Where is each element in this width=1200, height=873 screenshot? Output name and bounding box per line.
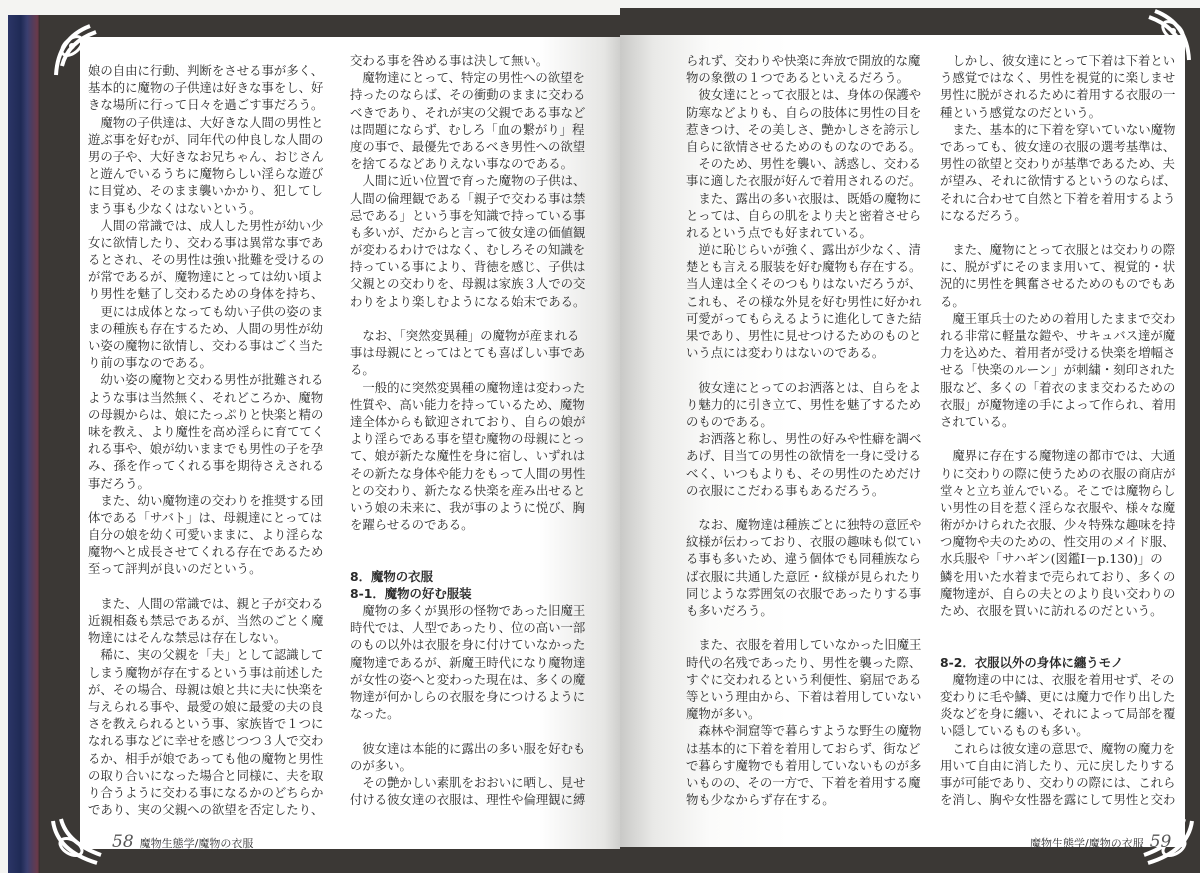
text-line: 女に欲情したり、交わる事は異常な事であ (88, 234, 324, 250)
text-line: るか、相手が娘であっても他の魔物と男性 (88, 750, 324, 766)
text-line: 当人達は全くそのつもりはないだろうが、 (686, 276, 922, 292)
text-line: て、娘が新たな魔性を身に宿し、いずれは (350, 448, 586, 464)
text-line: であり、実の父親への欲望を否定したり、 (88, 802, 324, 818)
text-line: 遊ぶ事を好むが、同年代の仲良しな人間の (88, 131, 324, 147)
text-line: る。 (940, 293, 965, 309)
text-line: また、基本的に下着を穿いていない魔物 (940, 121, 1176, 137)
text-line: ため、衣服を買いに訪れるのだという。 (940, 603, 1163, 618)
text-line (940, 224, 1190, 241)
text-line: べきであり、それが実の父親である事など (350, 104, 586, 120)
text-line: になるだろう。 (940, 207, 1027, 223)
text-line: み、孫を作ってくれる事を期待さえされる (88, 458, 325, 474)
text-line: 男性の欲望と交わりが基準であるため、夫 (940, 156, 1175, 172)
text-line: また、魔物にとって衣服とは交わりの際 (940, 242, 1176, 258)
text-line: より淫らである事を望む魔物の母親にとっ (350, 431, 586, 447)
text-line: 父親との交わりを、母親は家族３人での交 (350, 276, 586, 292)
text-line: 人間の倫理観である「親子で交わる事は禁 (350, 190, 586, 206)
text-line: これも、その様な外見を好む男性に好かれ (686, 293, 922, 309)
text-line: れる事や、娘が幼いままでも男性の子を孕 (88, 441, 324, 457)
text-line (350, 533, 600, 550)
text-line: 衣服」が魔物達の手によって作られ、着用 (940, 396, 1177, 412)
text-line: で暮らす魔物でも着用していないものが多 (686, 757, 922, 773)
text-line: りに交わりの際に使うための衣服の商店が (940, 465, 1176, 481)
text-line: 用いて自由に消したり、元に戻したりする (940, 757, 1176, 773)
text-line: せる「快楽のルーン」が刺繍・刻印された (940, 362, 1176, 378)
text-line: 物も少なからず存在する。 (686, 792, 835, 808)
text-line: を躍らせるのである。 (350, 517, 474, 533)
text-line: も多いだろう。 (686, 603, 773, 618)
text-line: のものである。 (686, 413, 773, 429)
text-line: 自分の娘を幼く可愛いままに、より淫らな (88, 527, 324, 543)
text-column (88, 62, 338, 818)
text-line: 自らに欲情させるためのものなのである。 (686, 138, 922, 154)
text-line (686, 361, 936, 378)
text-line: 達全体からも歓迎されており、自らの娘が (350, 413, 586, 429)
text-line: 種という感覚なのだという。 (940, 104, 1102, 120)
text-line: また、幼い魔物達の交わりを推奨する団 (88, 492, 324, 508)
text-line: また、衣服を着用していなかった旧魔王 (686, 637, 922, 653)
text-line: 惹きつけ、その美しさ、艶かしさを誇示し (686, 121, 921, 137)
corner-ornament-icon (45, 815, 105, 870)
text-line: 基本的に魔物の子供達は好きな事をし、好 (88, 80, 324, 96)
text-line: の母親からは、娘にたっぷりと快楽と精の (88, 406, 324, 422)
text-line: る事も多いため、違う個体でも同種族なら (686, 551, 921, 567)
text-line (350, 310, 600, 327)
text-line: 人間の常識では、成人した男性が幼い少 (88, 217, 324, 233)
text-line (350, 722, 600, 739)
text-line: 事は母親にとってはとても喜ばしい事であ (350, 345, 586, 361)
text-line: 同じような雰囲気の衣服であったりする事 (686, 585, 922, 601)
text-line: のが多い。 (350, 757, 412, 773)
text-line: 魔物の子供達は、大好きな人間の男性と (88, 114, 324, 130)
text-line: これらは彼女達の意思で、魔物の魔力を (940, 740, 1176, 756)
text-line: が望み、それに欲情するというのならば、 (940, 173, 1177, 189)
text-line: 彼女達にとって衣服とは、身体の保護や (686, 87, 922, 103)
text-line: 魔王軍兵士のための着用したままで交わ (940, 310, 1176, 326)
text-line: 逆に恥じらいが強く、露出が少なく、清 (686, 242, 921, 258)
text-line: とっては、自らの肌をより夫と密着させら (686, 207, 922, 223)
text-line: べく、いつもよりも、その男性のためだけ (686, 465, 922, 481)
text-line: う感覚ではなく、男性を視覚的に楽しませ (940, 70, 1176, 86)
running-title: 魔物生態学/魔物の衣服 (139, 837, 254, 850)
text-line: 味を教え、より魔性を高め淫らに育ててく (88, 423, 325, 439)
text-line: 森林や洞窟等で暮らすような野生の魔物 (686, 723, 922, 739)
text-line: れるという点でも好まれている。 (686, 224, 872, 240)
text-line: る。 (350, 362, 375, 378)
text-line: 時代の名残であったり、男性を襲った際、 (686, 654, 922, 670)
text-line (940, 619, 1190, 636)
text-line: 体である「サバト」は、母親達にとっては (88, 509, 323, 525)
text-line: り前の事なのである。 (88, 355, 212, 371)
text-line: 幼い姿の魔物と交わる男性が批難される (88, 372, 324, 388)
section-heading: 8．魔物の衣服 (350, 568, 433, 584)
text-line: 与えられる事や、最愛の娘に最愛の夫の良 (88, 698, 324, 714)
text-line: 稀に、実の父親を「夫」として認識して (88, 647, 324, 663)
text-line: その新たな身体や能力をもって人間の男性 (350, 465, 586, 481)
text-line: 可愛がってもらえるように進化してきた結 (686, 310, 922, 326)
text-line: まの種族も存在するため、人間の男性が幼 (88, 320, 323, 336)
text-line: さを教えられるという事、家族皆で１つに (88, 716, 324, 732)
text-line (350, 550, 600, 567)
text-line: ような事は当然無く、それどころか、魔物 (88, 389, 324, 405)
text-line: 事に適した衣服が好んで着用されるのだ。 (686, 173, 922, 189)
text-line: 力を込めた、着用者が受ける快楽を増幅さ (940, 345, 1176, 361)
text-line: なった。 (350, 706, 400, 722)
text-line: 魔界に存在する魔物達の都市では、大通 (940, 448, 1176, 464)
text-line: 鱗を用いた水着まで売られており、多くの (940, 568, 1176, 584)
text-line: 魔物達であるが、新魔王時代になり魔物達 (350, 654, 586, 670)
text-line: 果であり、男性に見せつけるためのものと (686, 328, 922, 343)
text-line: また、露出の多い衣服は、既婚の魔物に (686, 190, 922, 206)
text-line: 人間に近い位置で育った魔物の子供は、 (350, 173, 586, 189)
text-line (940, 636, 1190, 653)
text-line: 変わりに毛や鱗、更には魔力で作り出した (940, 688, 1176, 704)
text-line: 楚とも言える服装を好む魔物も存在する。 (686, 259, 922, 275)
text-line: 交わる事を咎める事は決して無い。 (350, 53, 549, 68)
text-line: 彼女達は本能的に露出の多い服を好むも (350, 740, 586, 756)
page-number: 58 (112, 832, 134, 852)
text-line: なれる事などに幸せを感じつつ３人で交わ (88, 733, 324, 749)
text-line: い姿の魔物に欲情し、交わる事はごく当た (88, 338, 324, 353)
text-line: 事が可能であり、交わりの際には、これら (940, 774, 1176, 790)
text-line: 近親相姦も禁忌であるが、当然のごとく魔 (88, 613, 324, 628)
left-page-footer (112, 832, 253, 852)
text-line: 魔物達が、自らの夫とのより良い交わりの (940, 585, 1176, 601)
text-line: ば衣服に共通した意匠・紋様が見られたり (686, 568, 922, 584)
page-number: 59 (1149, 832, 1172, 852)
text-line (88, 578, 338, 595)
text-line: お洒落と称し、男性の好みや性癖を調べ (686, 431, 922, 447)
text-line: されている。 (940, 413, 1015, 429)
text-line: が、その場合、母親は娘と共に夫に快楽を (88, 681, 324, 697)
text-line: 付ける彼女達の衣服は、理性や倫理観に縛 (350, 792, 586, 808)
text-line: なお、魔物達は種族ごとに独特の意匠や (686, 517, 922, 533)
text-line: 紋様が伝わっており、衣服の趣味も似てい (686, 534, 922, 550)
text-line: 況的に男性を興奮させるためのものでもあ (940, 276, 1176, 292)
text-line: つ魔物や夫のための、性交用のメイド服、 (940, 534, 1175, 550)
text-column (686, 52, 936, 808)
text-line: そのため、男性を襲い、誘惑し、交わる (686, 156, 921, 172)
text-line: も多いが、だからと言って彼女達の価値観 (350, 224, 586, 240)
text-line: なお、「突然変異種」の魔物が産まれる (350, 328, 580, 343)
text-line: 魔物達の中には、衣服を着用せず、その (940, 671, 1175, 687)
text-line: との交わり、新たなる快楽を産み出せると (350, 482, 586, 498)
text-line: 忌である」という事を知識で持っている事 (350, 207, 586, 223)
text-line: を捨てるなどありえない事なのである。 (350, 156, 574, 172)
text-line: れる非常に軽量な鎧や、サキュバス達が魔 (940, 328, 1176, 343)
text-line: り男性を魅了し交わるための身体を持ち、 (88, 286, 324, 302)
text-line: は基本的に下着を着用しておらず、街など (686, 740, 921, 756)
text-line: い男性の目を惹く淫らな衣服や、様々な魔 (940, 499, 1176, 515)
text-line: り魅力的に引き立て、男性を魅了するため (686, 396, 922, 412)
text-line: い隠しているものも多い。 (940, 723, 1089, 739)
text-line: いう娘の未来に、我が事のように悦び、胸 (350, 499, 585, 515)
text-line: また、人間の常識では、親と子が交わる (88, 595, 324, 611)
text-line: あげ、目当ての男性の欲情を一身に受ける (686, 448, 921, 464)
text-line: 事だろう。 (88, 475, 150, 491)
text-line: り合うように交わる事になるかのどちらか (88, 784, 324, 800)
text-line: の取り合いになった場合と同様に、夫を取 (88, 767, 324, 783)
text-line: 至って評判が良いのだという。 (88, 561, 262, 577)
text-line: その艶かしい素肌をおおいに晒し、見せ (350, 774, 586, 790)
text-line: 魔物達にとって、特定の男性への欲望を (350, 70, 585, 86)
text-line: 水兵服や「サハギン(図鑑Ⅰ－p.130)」の (940, 551, 1163, 567)
running-title: 魔物生態学/魔物の衣服 (1030, 837, 1144, 850)
text-line: それに合わせて自然と下着を着用するよう (940, 190, 1176, 206)
right-page-footer (1030, 832, 1171, 852)
text-line: に、脱がずにそのまま用いて、視覚的・状 (940, 259, 1176, 275)
text-line: しかし、彼女達にとって下着は下着とい (940, 53, 1176, 68)
text-line: 堂々と立ち並んでいる。そこでは魔物らし (940, 482, 1176, 498)
text-line: 度の事で、最優先であるべき男性への欲望 (350, 138, 586, 154)
text-line: すぐに交われるという利便性、窮屈である (686, 671, 922, 687)
text-line: 魔物の多くが異形の怪物であった旧魔王 (350, 603, 586, 618)
text-line: 物の象徴の１つであるといえるだろう。 (686, 70, 910, 86)
text-line: いう点には変わりはないのである。 (686, 345, 885, 361)
text-line (940, 430, 1190, 447)
text-line: いものの、その一方で、下着を着用する魔 (686, 774, 921, 790)
text-line: のもの以外は衣服を身に付けていなかった (350, 637, 586, 653)
text-column (350, 52, 600, 808)
text-line: 娘の自由に行動、判断をさせる事が多く、 (88, 63, 324, 78)
text-column (940, 52, 1190, 808)
text-line: 一般的に突然変異種の魔物達は変わった (350, 379, 586, 395)
text-line: であっても、彼女達の衣服の選考基準は、 (940, 138, 1176, 154)
text-line: きな場所に行って日々を過ごす事だろう。 (88, 97, 324, 113)
text-line: が常であるが、魔物達にとっては幼い頃よ (88, 269, 324, 285)
book-edge (8, 15, 40, 873)
text-line: 炎などを身に纏い、それによって局部を覆 (940, 706, 1176, 722)
text-line: 服など、多くの「着衣のまま交わるための (940, 379, 1176, 395)
text-line: 彼女達にとってのお洒落とは、自らをよ (686, 379, 922, 395)
text-line: が変わるわけではなく、むしろその知識を (350, 242, 586, 258)
text-line (686, 499, 936, 516)
text-line: を消し、胸や女性器を露にして男性と交わ (940, 792, 1176, 808)
section-heading: 8-2．衣服以外の身体に纏うモノ (940, 654, 1124, 670)
text-line: 等という理由から、下着は着用していない (686, 688, 922, 704)
text-line: 更には成体となっても幼い子供の姿のま (88, 303, 324, 319)
text-line: が女性の姿へと変わった現在は、多くの魔 (350, 671, 586, 687)
text-line: しまう魔物が存在するという事は前述した (88, 664, 324, 680)
text-line: に目覚め、そのまま襲いかかり、犯してし (88, 183, 323, 199)
text-line: と遊んでいるうちに魔物らしい淫らな遊び (88, 166, 324, 182)
text-line: の衣服にこだわる事もあるだろう。 (686, 482, 885, 498)
text-line: 時代では、人型であったり、位の高い一部 (350, 620, 586, 636)
text-line: まう事も少なくはないという。 (88, 200, 262, 216)
text-line: 性質や、高い能力を持っているため、魔物 (350, 396, 585, 412)
text-line: は問題にならず、むしろ「血の繋がり」程 (350, 121, 585, 137)
text-line: 防寒などよりも、自らの肢体に男性の目を (686, 104, 922, 120)
text-line: 魔物へと成長させてくれる存在であるため (88, 544, 324, 560)
text-line: 術がかけられた衣服、少々特殊な趣味を持 (940, 517, 1176, 533)
text-line: わりをより楽しむようになる始末である。 (350, 293, 586, 309)
text-line: 男性に脱がされるために着用する衣服の一 (940, 87, 1176, 103)
text-line: るとされ、その男性は強い批難を受けるの (88, 252, 325, 268)
text-line: 持っている事により、背徳を感じ、子供は (350, 259, 586, 275)
text-line (686, 619, 936, 636)
text-line: 物達が何かしらの衣服を身につけるように (350, 688, 586, 704)
text-line: られず、交わりや快楽に奔放で開放的な魔 (686, 53, 921, 68)
text-line: 男の子や、大好きなお兄ちゃん、おじさん (88, 148, 324, 164)
text-line: 物達にはそんな禁忌は存在しない。 (88, 630, 287, 646)
text-line: 魔物が多い。 (686, 706, 761, 722)
text-line: 持ったのならば、その衝動のままに交わる (350, 87, 586, 103)
section-heading: 8-1．魔物の好む服装 (350, 585, 472, 601)
